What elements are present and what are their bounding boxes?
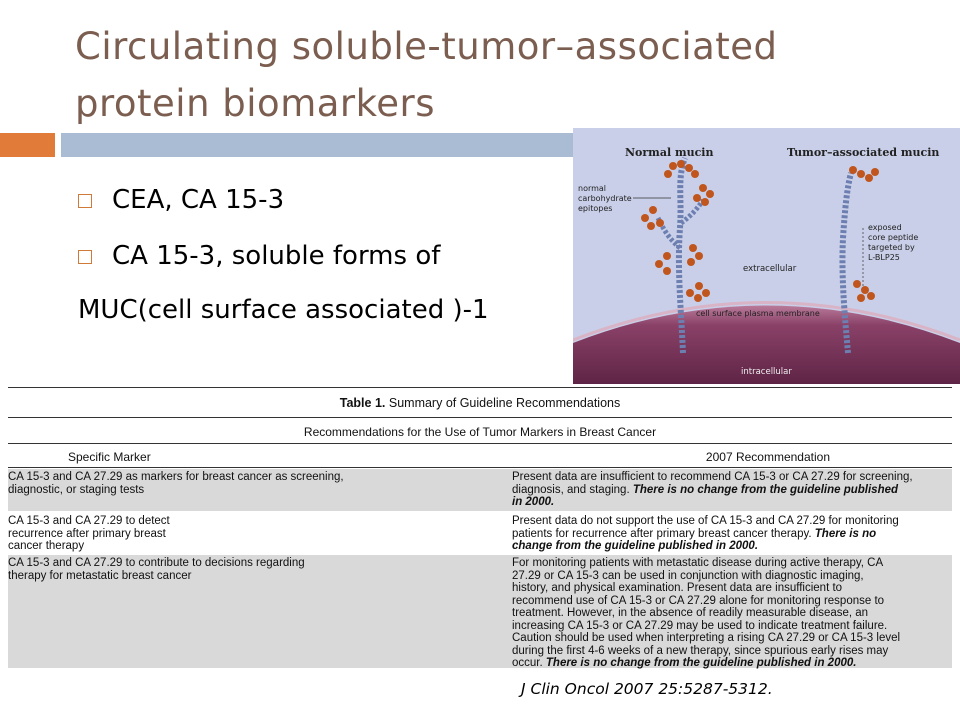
marker-cell: CA 15-3 and CA 27.29 to contribute to decisions regarding therapy for metastatic breast cancer (8, 557, 305, 582)
marker-cell: CA 15-3 and CA 27.29 as markers for breast cancer as screening, diagnostic, or staging tests (8, 471, 344, 496)
citation: J Clin Oncol 2007 25:5287-5312. (521, 680, 773, 698)
extracellular-label: extracellular (743, 264, 797, 274)
tumor-mucin-label: Tumor–associated mucin (787, 146, 940, 159)
normal-mucin-label: Normal mucin (625, 146, 714, 159)
carb-label-3: epitopes (578, 204, 613, 213)
table-row (8, 469, 952, 511)
table-row (8, 555, 952, 668)
bullet-text: CA 15-3, soluble forms of (112, 241, 441, 271)
membrane-label: cell surface plasma membrane (696, 309, 820, 318)
table-caption: Table 1. Summary of Guideline Recommendations (339, 396, 621, 410)
marker-cell: CA 15-3 and CA 27.29 to detect recurrence after primary breast cancer therapy (8, 515, 170, 552)
exposed-label-3: targeted by (868, 243, 915, 252)
recommendation-cell: For monitoring patients with metastatic disease during active therapy, CA 27.29 or CA 15-3 can be used in conjunction with diagnostic imaging, history, and physical examination. Present data are insufficient to recommend use of CA 15-3 or CA 27.29 alone for monitoring response to treatment. However, in the absence of readily measurable disease, an increasing CA 15-3 or CA 27.29 may be used to indicate treatment failure. Caution should be used when interpreting a rising CA 27.29 or CA 15-3 level during the first 4-6 weeks of a new therapy, since spurious early rises may occur. There is no change from the guideline published in 2000. (512, 557, 901, 669)
exposed-label-2: core peptide (868, 233, 919, 242)
bullet-item (78, 228, 578, 284)
recommendation-cell: Present data do not support the use of CA 15-3 and CA 27.29 for monitoring patients for recurrence after primary breast cancer therapy. There is no change from the guideline published in 2000. (512, 515, 899, 552)
slide-title: Circulating soluble-tumor–associated protein biomarkers (75, 25, 778, 125)
square-bullet-icon (78, 194, 92, 208)
column-header-recommendation: 2007 Recommendation (705, 450, 830, 464)
guideline-table-image (0, 385, 960, 670)
square-bullet-icon (78, 250, 92, 264)
mucin-diagram (573, 128, 960, 384)
exposed-label-1: exposed (868, 223, 902, 232)
bullet-item (78, 172, 578, 228)
carb-label-2: carbohydrate (578, 194, 632, 203)
table-subheader: Recommendations for the Use of Tumor Markers in Breast Cancer (303, 425, 657, 439)
column-header-marker: Specific Marker (68, 450, 151, 464)
title-rule-orange (0, 133, 55, 157)
recommendation-cell: Present data are insufficient to recommend CA 15-3 or CA 27.29 for screening, diagnosis, and staging. There is no change from the guideline published in 2000. (512, 471, 913, 508)
bullet-text: CEA, CA 15-3 (112, 185, 285, 215)
table-row (8, 513, 952, 553)
carb-label-1: normal (578, 184, 607, 193)
exposed-label-4: L-BLP25 (868, 253, 900, 262)
intracellular-label: intracellular (741, 367, 792, 377)
bullet-list (78, 172, 578, 284)
body-text: MUC(cell surface associated )-1 (78, 295, 489, 325)
